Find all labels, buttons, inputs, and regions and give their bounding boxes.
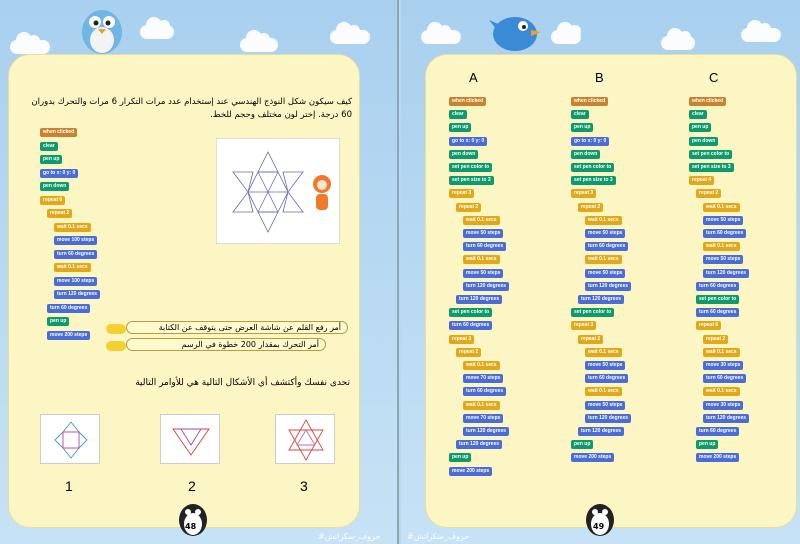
script-block: move 200 steps bbox=[449, 467, 492, 476]
script-block: clear bbox=[689, 110, 707, 119]
script-block: wait 0.1 secs bbox=[585, 387, 622, 396]
cloud bbox=[421, 30, 461, 44]
callout-pen-up: أمر رفع القلم عن شاشة العرض حتى يتوقف عن الكتابة bbox=[126, 321, 348, 334]
script-block: repeat 3 bbox=[571, 321, 596, 330]
script-block: wait 0.1 secs bbox=[54, 263, 91, 272]
script-block: wait 0.1 secs bbox=[703, 387, 740, 396]
script-block: turn 60 degrees bbox=[585, 374, 628, 383]
column-c-header: C bbox=[709, 70, 719, 85]
script-block: repeat 2 bbox=[578, 335, 603, 344]
script-block: pen down bbox=[689, 137, 718, 146]
footer-hashtag: #حروف_سكراتش bbox=[407, 532, 470, 541]
script-block: pen up bbox=[696, 440, 718, 449]
script-block: go to x: 0 y: 0 bbox=[571, 137, 609, 146]
script-block: move 30 steps bbox=[703, 361, 743, 370]
script-block: repeat 3 bbox=[449, 335, 474, 344]
script-block: turn 60 degrees bbox=[449, 321, 492, 330]
footer-hashtag: #حروف_سكراتش bbox=[318, 532, 381, 541]
challenge-text: تحدى نفسك وأكتشف أي الأشكال التالية هي للأوامر التالية bbox=[135, 378, 350, 388]
script-block: move 200 steps bbox=[696, 453, 739, 462]
script-block: turn 120 degrees bbox=[578, 295, 624, 304]
script-block: wait 0.1 secs bbox=[54, 223, 91, 232]
script-block: repeat 3 bbox=[449, 189, 474, 198]
script-block: set pen color to bbox=[571, 308, 614, 317]
script-block: wait 0.1 secs bbox=[463, 401, 500, 410]
script-block: turn 60 degrees bbox=[463, 387, 506, 396]
page-number: 49 bbox=[593, 522, 605, 531]
script-block: turn 120 degrees bbox=[456, 440, 502, 449]
script-block: move 50 steps bbox=[585, 361, 625, 370]
script-block: repeat 2 bbox=[456, 203, 481, 212]
script-block: turn 120 degrees bbox=[463, 282, 509, 291]
script-block: wait 0.1 secs bbox=[703, 203, 740, 212]
script-block: turn 60 degrees bbox=[47, 304, 90, 313]
script-block: move 100 steps bbox=[54, 236, 97, 245]
script-block: repeat 2 bbox=[47, 209, 72, 218]
script-block: set pen size to 3 bbox=[689, 163, 734, 172]
script-block: turn 120 degrees bbox=[463, 427, 509, 436]
script-block: repeat 2 bbox=[696, 189, 721, 198]
script-block: when clicked bbox=[40, 128, 77, 137]
cloud bbox=[551, 30, 581, 44]
script-block: go to x: 0 y: 0 bbox=[40, 169, 78, 178]
script-block: move 30 steps bbox=[703, 401, 743, 410]
column-b-header: B bbox=[595, 70, 604, 85]
cloud bbox=[140, 25, 174, 39]
script-block: turn 60 degrees bbox=[463, 242, 506, 251]
script-block: wait 0.1 secs bbox=[463, 255, 500, 264]
script-block: wait 0.1 secs bbox=[703, 242, 740, 251]
script-block: set pen color to bbox=[571, 163, 614, 172]
script-block: pen down bbox=[571, 150, 600, 159]
script-block: move 50 steps bbox=[463, 229, 503, 238]
script-block: turn 60 degrees bbox=[585, 242, 628, 251]
script-block: move 200 steps bbox=[47, 331, 90, 340]
callout-move: أمر التحرك بمقدار 200 خطوة في الرسم bbox=[126, 338, 326, 351]
script-block: clear bbox=[40, 142, 58, 151]
cloud bbox=[741, 28, 781, 42]
script-block: set pen color to bbox=[689, 150, 732, 159]
cloud bbox=[330, 30, 370, 44]
option-1-label: 1 bbox=[65, 478, 73, 494]
option-2-image bbox=[160, 414, 220, 464]
script-block: go to x: 0 y: 0 bbox=[449, 137, 487, 146]
script-block: turn 120 degrees bbox=[578, 427, 624, 436]
script-block: turn 60 degrees bbox=[703, 229, 746, 238]
script-block: set pen color to bbox=[696, 295, 739, 304]
script-block: pen up bbox=[40, 155, 62, 164]
script-block: pen up bbox=[689, 123, 711, 132]
script-block: pen down bbox=[449, 150, 478, 159]
script-block: turn 120 degrees bbox=[703, 414, 749, 423]
script-block: repeat 2 bbox=[578, 203, 603, 212]
script-block: move 70 steps bbox=[463, 414, 503, 423]
right-page bbox=[401, 0, 800, 544]
script-block: pen up bbox=[47, 317, 69, 326]
cloud bbox=[661, 36, 695, 50]
script-block: turn 60 degrees bbox=[54, 250, 97, 259]
script-block: repeat 3 bbox=[571, 189, 596, 198]
star-preview bbox=[216, 138, 340, 244]
script-block: turn 120 degrees bbox=[703, 269, 749, 278]
script-block: set pen size to 3 bbox=[449, 176, 494, 185]
script-block: pen up bbox=[571, 440, 593, 449]
script-block: repeat 2 bbox=[456, 348, 481, 357]
script-block: move 70 steps bbox=[463, 374, 503, 383]
script-block: clear bbox=[449, 110, 467, 119]
script-block: wait 0.1 secs bbox=[463, 216, 500, 225]
page-number: 48 bbox=[185, 522, 197, 531]
script-block: set pen color to bbox=[449, 308, 492, 317]
question-text: كيف سيكون شكل النوذج الهندسي عند إستخدام عدد مرات التكرار 6 مرات والتحرك بدوران 60 درجة. إختر لون مختلف وحجم للخط. bbox=[31, 97, 352, 120]
script-block: set pen color to bbox=[449, 163, 492, 172]
script-block: turn 120 degrees bbox=[456, 295, 502, 304]
script-block: move 200 steps bbox=[571, 453, 614, 462]
cloud bbox=[240, 38, 278, 52]
bird-icon bbox=[489, 6, 543, 54]
script-block: repeat 6 bbox=[696, 321, 721, 330]
script-block: wait 0.1 secs bbox=[585, 348, 622, 357]
script-block: move 50 steps bbox=[703, 216, 743, 225]
script-block: turn 60 degrees bbox=[703, 374, 746, 383]
script-block: turn 120 degrees bbox=[585, 414, 631, 423]
script-block: move 50 steps bbox=[463, 269, 503, 278]
script-block: wait 0.1 secs bbox=[585, 216, 622, 225]
option-2-label: 2 bbox=[188, 478, 196, 494]
script-block: turn 60 degrees bbox=[696, 308, 739, 317]
script-block: when clicked bbox=[449, 97, 486, 106]
left-page bbox=[0, 0, 399, 544]
script-block: clear bbox=[571, 110, 589, 119]
script-block: pen down bbox=[40, 182, 69, 191]
script-block: repeat 2 bbox=[703, 335, 728, 344]
script-block: wait 0.1 secs bbox=[703, 348, 740, 357]
column-a-header: A bbox=[469, 70, 478, 85]
script-block: wait 0.1 secs bbox=[585, 255, 622, 264]
option-1-image bbox=[40, 414, 100, 464]
script-block: repeat 4 bbox=[689, 176, 714, 185]
script-block: when clicked bbox=[571, 97, 608, 106]
pointing-hand-icon bbox=[106, 324, 126, 334]
cloud bbox=[10, 40, 50, 54]
script-block: turn 60 degrees bbox=[696, 427, 739, 436]
script-block: pen up bbox=[571, 123, 593, 132]
script-block: turn 120 degrees bbox=[585, 282, 631, 291]
option-3-image bbox=[275, 414, 335, 464]
script-block: move 50 steps bbox=[703, 255, 743, 264]
script-block: move 50 steps bbox=[585, 229, 625, 238]
script-block: when clicked bbox=[689, 97, 726, 106]
script-block: pen up bbox=[449, 453, 471, 462]
pointing-hand-icon bbox=[106, 341, 126, 351]
bird-icon bbox=[78, 2, 126, 58]
script-block: turn 120 degrees bbox=[54, 290, 100, 299]
script-block: move 100 steps bbox=[54, 277, 97, 286]
script-block: set pen size to 3 bbox=[571, 176, 616, 185]
script-block: move 50 steps bbox=[585, 269, 625, 278]
option-3-label: 3 bbox=[300, 478, 308, 494]
script-block: pen up bbox=[449, 123, 471, 132]
script-block: move 50 steps bbox=[585, 401, 625, 410]
script-block: wait 0.1 secs bbox=[463, 361, 500, 370]
script-block: turn 60 degrees bbox=[696, 282, 739, 291]
script-block: repeat 6 bbox=[40, 196, 65, 205]
